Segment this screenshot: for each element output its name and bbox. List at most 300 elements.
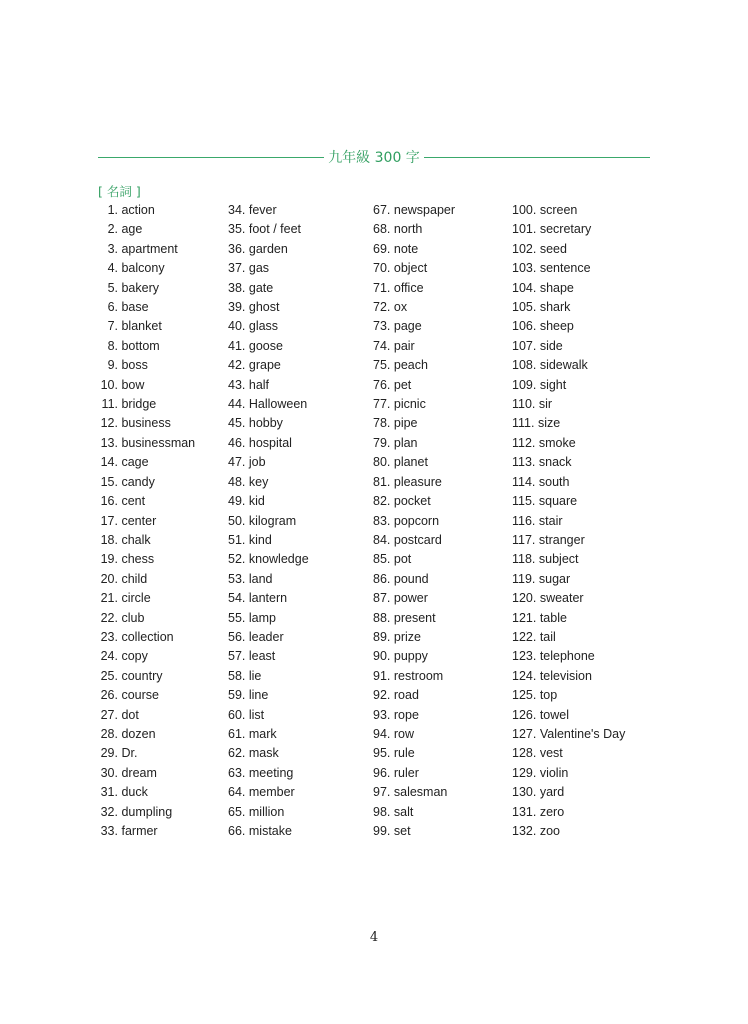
word-item [373, 647, 508, 666]
word-number: 127. [512, 726, 537, 741]
word-item [98, 356, 226, 375]
word-number: 71. [373, 280, 391, 295]
word-item [98, 259, 226, 278]
word-item [228, 395, 368, 414]
word-number: 16. [100, 494, 118, 509]
word-item [373, 473, 508, 492]
word-number: 98. [373, 804, 391, 819]
word-item [512, 376, 652, 395]
word-item [373, 376, 508, 395]
word-item [512, 317, 652, 336]
word-item [512, 356, 652, 375]
word-number: 8. [107, 338, 118, 353]
word-number: 62. [228, 746, 246, 761]
word-number: 70. [373, 261, 391, 276]
word-term: dot [121, 707, 139, 722]
word-item [373, 240, 508, 259]
word-column-4 [512, 201, 652, 841]
word-item [228, 220, 368, 239]
word-term: note [393, 241, 419, 256]
word-term: grape [248, 358, 281, 373]
word-term: picnic [393, 397, 426, 412]
word-item [98, 453, 226, 472]
word-item [512, 570, 652, 589]
word-term: land [248, 571, 273, 586]
word-term: hospital [248, 435, 292, 450]
word-number: 112. [512, 435, 536, 450]
word-item [228, 317, 368, 336]
word-item [98, 337, 226, 356]
word-number: 46. [228, 435, 246, 450]
word-term: telephone [539, 649, 595, 664]
word-item [512, 453, 652, 472]
word-number: 39. [228, 300, 246, 315]
word-number: 20. [100, 571, 118, 586]
word-term: bakery [121, 280, 160, 295]
section-label-nouns: [ 名詞 ] [98, 184, 141, 199]
word-number: 34. [228, 203, 246, 217]
word-item [228, 298, 368, 317]
word-term: pleasure [393, 474, 442, 489]
word-term: tail [539, 629, 556, 644]
word-item [228, 414, 368, 433]
word-number: 80. [373, 455, 391, 470]
word-term: collection [121, 629, 174, 644]
word-term: secretary [539, 222, 592, 237]
word-term: dumpling [121, 804, 173, 819]
word-number: 11. [101, 397, 118, 412]
word-term: cent [121, 494, 146, 509]
page-title: 九年級 300 字 [328, 150, 420, 166]
word-term: pair [393, 338, 415, 353]
word-item [373, 220, 508, 239]
word-item [228, 337, 368, 356]
word-number: 87. [373, 591, 391, 606]
word-number: 36. [228, 241, 246, 256]
word-term: farmer [121, 824, 158, 838]
word-term: seed [539, 241, 567, 256]
word-number: 122. [512, 629, 537, 644]
word-item [98, 512, 226, 531]
word-number: 56. [228, 629, 246, 644]
word-term: table [539, 610, 567, 625]
word-term: child [121, 571, 148, 586]
word-item [98, 298, 226, 317]
word-item [373, 492, 508, 511]
word-item [373, 201, 508, 220]
word-term: least [248, 649, 276, 664]
word-term: rule [393, 746, 415, 761]
word-item [228, 647, 368, 666]
word-item [98, 667, 226, 686]
word-number: 21. [100, 591, 118, 606]
word-term: top [539, 688, 558, 703]
word-term: pipe [393, 416, 418, 431]
word-number: 30. [100, 765, 118, 780]
word-number: 6. [107, 300, 118, 315]
word-term: Dr. [121, 746, 138, 761]
word-item [228, 550, 368, 569]
word-number: 23. [100, 629, 118, 644]
word-number: 37. [228, 261, 246, 276]
word-item [98, 764, 226, 783]
word-item [373, 589, 508, 608]
word-term: zoo [539, 824, 560, 838]
word-number: 12. [100, 416, 118, 431]
word-column-3 [373, 201, 508, 841]
word-item [373, 764, 508, 783]
word-term: planet [393, 455, 428, 470]
header-divider-right [424, 157, 650, 158]
word-item [228, 764, 368, 783]
word-number: 59. [228, 688, 246, 703]
word-term: million [248, 804, 285, 819]
word-item [228, 589, 368, 608]
word-item [98, 473, 226, 492]
word-item [228, 725, 368, 744]
header-divider-left [98, 157, 324, 158]
word-item [373, 628, 508, 647]
word-term: yard [539, 785, 565, 800]
word-item [98, 744, 226, 763]
word-term: object [393, 261, 428, 276]
word-term: half [248, 377, 270, 392]
word-term: lantern [248, 591, 288, 606]
word-item [512, 550, 652, 569]
word-column-2 [228, 201, 368, 841]
word-item [512, 473, 652, 492]
word-number: 105. [512, 300, 537, 315]
word-number: 40. [228, 319, 246, 334]
page-number: 4 [369, 930, 379, 945]
word-item [98, 686, 226, 705]
word-column-1 [98, 201, 226, 841]
word-term: row [393, 726, 415, 741]
word-term: puppy [393, 649, 428, 664]
word-item [373, 686, 508, 705]
word-term: apartment [121, 241, 178, 256]
word-term: sheep [539, 319, 574, 334]
word-item [512, 686, 652, 705]
word-item [512, 764, 652, 783]
word-term: glass [248, 319, 279, 334]
word-item [228, 570, 368, 589]
word-item [373, 706, 508, 725]
word-number: 81. [373, 474, 391, 489]
word-term: bow [121, 377, 145, 392]
word-item [98, 201, 226, 220]
word-term: center [121, 513, 157, 528]
word-number: 74. [373, 338, 391, 353]
word-item [512, 589, 652, 608]
word-term: side [539, 338, 563, 353]
word-item [373, 512, 508, 531]
word-number: 124. [512, 668, 537, 683]
word-item [228, 453, 368, 472]
word-term: mistake [248, 824, 292, 838]
word-term: blanket [121, 319, 162, 334]
word-number: 94. [373, 726, 391, 741]
word-number: 58. [228, 668, 246, 683]
word-term: television [539, 668, 592, 683]
word-item [228, 512, 368, 531]
word-number: 106. [512, 319, 537, 334]
word-item [98, 279, 226, 298]
word-item [98, 570, 226, 589]
word-item [373, 337, 508, 356]
word-number: 45. [228, 416, 246, 431]
word-number: 88. [373, 610, 391, 625]
word-item [373, 609, 508, 628]
word-number: 42. [228, 358, 246, 373]
word-item [512, 337, 652, 356]
word-number: 109. [512, 377, 537, 392]
word-item [512, 414, 652, 433]
word-term: sweater [539, 591, 584, 606]
word-item [512, 259, 652, 278]
word-term: action [121, 203, 155, 217]
word-number: 15. [100, 474, 118, 489]
word-item [228, 803, 368, 822]
word-number: 26. [100, 688, 118, 703]
word-term: base [121, 300, 149, 315]
word-number: 48. [228, 474, 246, 489]
word-term: salt [393, 804, 414, 819]
word-number: 110. [512, 397, 536, 412]
word-term: knowledge [248, 552, 309, 567]
word-term: shark [539, 300, 571, 315]
word-item [512, 201, 652, 220]
word-number: 29. [100, 746, 118, 761]
word-item [373, 434, 508, 453]
word-item [228, 201, 368, 220]
word-term: restroom [393, 668, 444, 683]
word-number: 99. [373, 824, 391, 838]
word-number: 113. [512, 455, 536, 470]
word-term: line [248, 688, 269, 703]
word-term: sentence [539, 261, 591, 276]
word-term: hobby [248, 416, 283, 431]
word-number: 64. [228, 785, 246, 800]
word-term: south [538, 474, 570, 489]
word-term: boss [121, 358, 148, 373]
word-number: 53. [228, 571, 246, 586]
word-number: 19. [100, 552, 118, 567]
word-number: 95. [373, 746, 391, 761]
word-number: 128. [512, 746, 537, 761]
word-term: newspaper [393, 203, 456, 217]
word-term: sidewalk [539, 358, 588, 373]
word-number: 117. [512, 532, 536, 547]
word-item [228, 686, 368, 705]
word-number: 132. [512, 824, 537, 838]
word-term: sight [539, 377, 567, 392]
word-number: 61. [228, 726, 246, 741]
word-number: 54. [228, 591, 246, 606]
word-term: country [121, 668, 163, 683]
word-item [98, 647, 226, 666]
word-term: lamp [248, 610, 276, 625]
word-term: rope [393, 707, 419, 722]
word-item [228, 783, 368, 802]
word-term: kind [248, 532, 272, 547]
word-number: 38. [228, 280, 246, 295]
word-number: 10. [100, 377, 118, 392]
word-number: 115. [512, 494, 536, 509]
word-number: 47. [228, 455, 246, 470]
word-number: 126. [512, 707, 537, 722]
word-number: 13. [100, 435, 118, 450]
word-number: 118. [512, 552, 536, 567]
word-item [228, 473, 368, 492]
word-item [98, 220, 226, 239]
word-item [512, 609, 652, 628]
word-term: stranger [538, 532, 585, 547]
word-item [512, 744, 652, 763]
word-number: 35. [228, 222, 246, 237]
page-header [98, 146, 650, 168]
word-number: 101. [512, 222, 537, 237]
word-term: postcard [393, 532, 442, 547]
word-number: 84. [373, 532, 391, 547]
word-number: 76. [373, 377, 391, 392]
word-item [98, 531, 226, 550]
word-term: pot [393, 552, 412, 567]
word-number: 75. [373, 358, 391, 373]
word-number: 129. [512, 765, 537, 780]
word-term: road [393, 688, 419, 703]
word-item [373, 667, 508, 686]
word-number: 2. [107, 222, 118, 237]
word-number: 108. [512, 358, 537, 373]
word-number: 92. [373, 688, 391, 703]
word-number: 73. [373, 319, 391, 334]
word-item [373, 550, 508, 569]
word-term: vest [539, 746, 563, 761]
word-term: lie [248, 668, 262, 683]
word-number: 68. [373, 222, 391, 237]
word-item [373, 783, 508, 802]
word-term: Halloween [248, 397, 308, 412]
word-term: cage [121, 455, 149, 470]
word-item [512, 434, 652, 453]
word-term: sir [538, 397, 553, 412]
word-number: 60. [228, 707, 246, 722]
word-term: business [121, 416, 171, 431]
word-item [98, 492, 226, 511]
word-term: present [393, 610, 436, 625]
word-term: office [393, 280, 424, 295]
word-item [512, 822, 652, 841]
word-number: 27. [100, 707, 118, 722]
word-number: 63. [228, 765, 246, 780]
word-number: 65. [228, 804, 246, 819]
word-term: ruler [393, 765, 419, 780]
word-item [98, 550, 226, 569]
word-number: 32. [100, 804, 118, 819]
word-term: salesman [393, 785, 448, 800]
word-term: businessman [121, 435, 196, 450]
word-number: 24. [100, 649, 118, 664]
word-number: 43. [228, 377, 246, 392]
word-term: ox [393, 300, 408, 315]
word-number: 78. [373, 416, 391, 431]
word-item [512, 395, 652, 414]
word-number: 89. [373, 629, 391, 644]
word-term: pocket [393, 494, 431, 509]
word-number: 119. [512, 571, 536, 586]
word-number: 33. [100, 824, 118, 838]
word-term: member [248, 785, 295, 800]
word-term: leader [248, 629, 284, 644]
word-term: pound [393, 571, 429, 586]
word-item [98, 434, 226, 453]
word-item [228, 706, 368, 725]
word-number: 28. [100, 726, 118, 741]
word-number: 125. [512, 688, 537, 703]
word-item [373, 395, 508, 414]
word-term: kid [248, 494, 265, 509]
word-term: screen [539, 203, 578, 217]
word-number: 100. [512, 203, 537, 217]
word-item [373, 317, 508, 336]
word-number: 91. [373, 668, 391, 683]
word-item [512, 220, 652, 239]
word-item [373, 531, 508, 550]
word-number: 4. [107, 261, 118, 276]
word-term: dream [121, 765, 157, 780]
word-number: 111. [512, 416, 535, 431]
word-item [228, 628, 368, 647]
word-item [512, 531, 652, 550]
word-item [228, 822, 368, 841]
word-item [98, 706, 226, 725]
word-number: 22. [100, 610, 118, 625]
word-number: 90. [373, 649, 391, 664]
word-item [98, 376, 226, 395]
word-term: job [248, 455, 266, 470]
word-item [228, 667, 368, 686]
word-number: 57. [228, 649, 246, 664]
word-item [512, 512, 652, 531]
word-term: size [537, 416, 561, 431]
word-number: 51. [228, 532, 246, 547]
word-item [373, 279, 508, 298]
word-term: bottom [121, 338, 160, 353]
word-number: 102. [512, 241, 537, 256]
word-item [228, 279, 368, 298]
word-term: circle [121, 591, 151, 606]
word-term: club [121, 610, 145, 625]
word-term: meeting [248, 765, 294, 780]
word-number: 77. [373, 397, 391, 412]
word-item [373, 356, 508, 375]
word-term: zero [539, 804, 565, 819]
word-number: 82. [373, 494, 391, 509]
word-term: Valentine's Day [539, 726, 626, 741]
word-term: list [248, 707, 265, 722]
word-item [373, 570, 508, 589]
word-item [98, 783, 226, 802]
word-term: goose [248, 338, 283, 353]
word-number: 123. [512, 649, 537, 664]
word-number: 52. [228, 552, 246, 567]
word-item [512, 298, 652, 317]
word-number: 85. [373, 552, 391, 567]
word-number: 69. [373, 241, 391, 256]
word-term: snack [538, 455, 572, 470]
word-term: gas [248, 261, 270, 276]
